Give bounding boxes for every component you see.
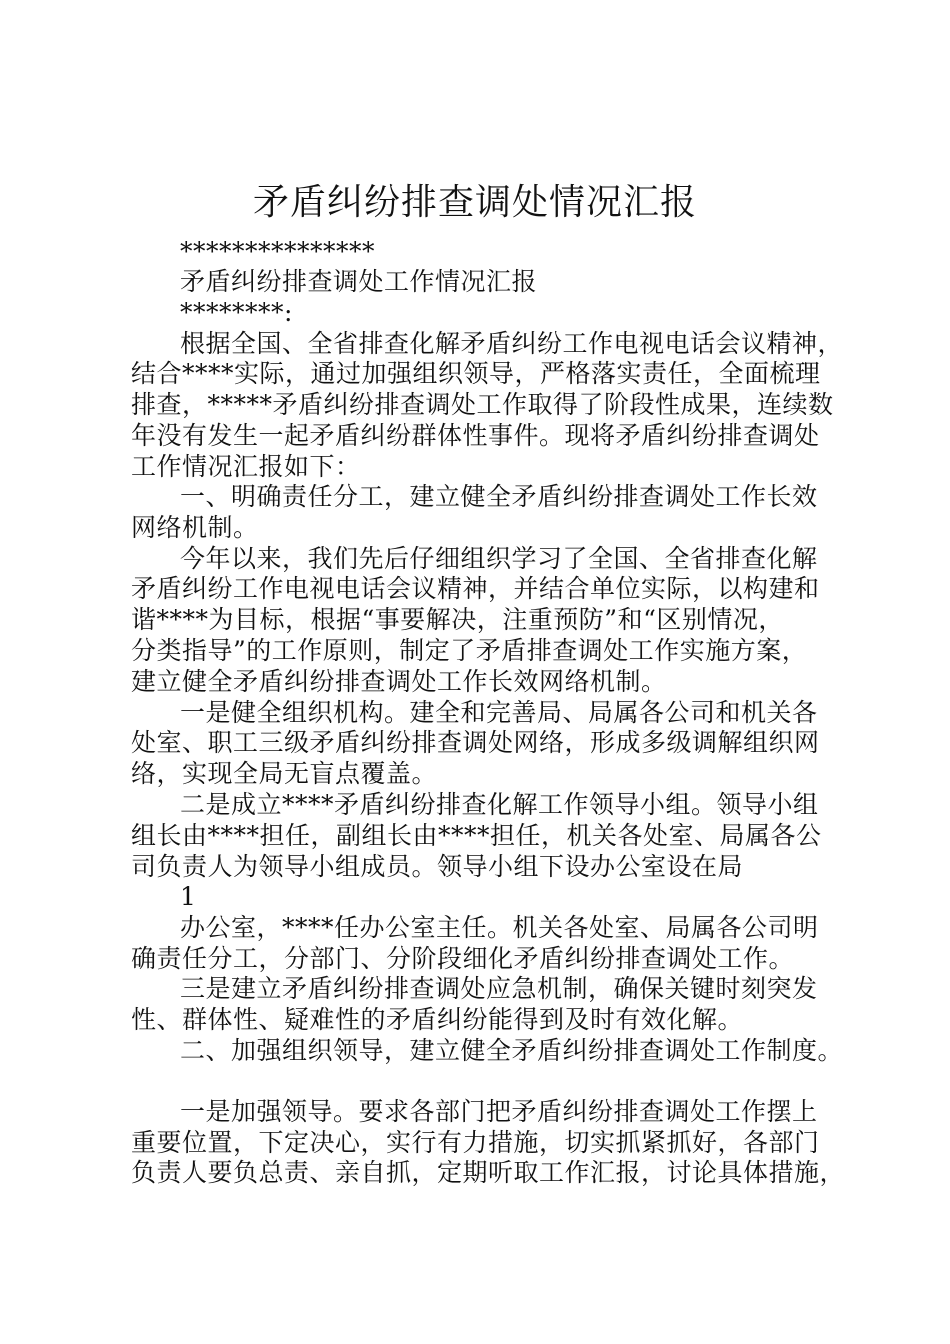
section-heading: 一、明确责任分工，建立健全矛盾纠纷排查调处工作长效 bbox=[180, 482, 818, 511]
text-line: 一是加强领导。要求各部门把矛盾纠纷排查调处工作摆上 bbox=[180, 1097, 818, 1126]
section-heading: 二、加强组织领导，建立健全矛盾纠纷排查调处工作制度。 bbox=[180, 1036, 844, 1065]
text-line: 年没有发生一起矛盾纠纷群体性事件。现将矛盾纠纷排查调处 bbox=[131, 421, 820, 450]
text-line: 今年以来，我们先后仔细组织学习了全国、全省排查化解 bbox=[180, 544, 818, 573]
text-line: 建立健全矛盾纠纷排查调处工作长效网络机制。 bbox=[131, 667, 667, 696]
text-line: 网络机制。 bbox=[131, 513, 259, 542]
text-line: 排查，*****矛盾纠纷排查调处工作取得了阶段性成果，连续数 bbox=[131, 390, 834, 419]
text-line: 处室、职工三级矛盾纠纷排查调处网络，形成多级调解组织网 bbox=[131, 728, 820, 757]
text-line: 工作情况汇报如下： bbox=[131, 452, 361, 481]
text-line: 负责人要负总责、亲自抓，定期听取工作汇报，讨论具体措施， bbox=[131, 1158, 846, 1187]
text-line: *************** bbox=[180, 237, 375, 266]
text-line: 分类指导”的工作原则，制定了矛盾排查调处工作实施方案， bbox=[131, 636, 808, 665]
text-line: 办公室，****任办公室主任。机关各处室、局属各公司明 bbox=[180, 913, 819, 942]
page-title: 矛盾纠纷排查调处情况汇报 bbox=[252, 182, 697, 223]
text-line: 二是成立****矛盾纠纷排查化解工作领导小组。领导小组 bbox=[180, 790, 819, 819]
page-number: 1 bbox=[180, 882, 197, 911]
text-line: 矛盾纠纷工作电视电话会议精神，并结合单位实际，以构建和 bbox=[131, 574, 820, 603]
text-line: 谐****为目标，根据“事要解决，注重预防”和“区别情况， bbox=[131, 605, 784, 634]
text-line: 三是建立矛盾纠纷排查调处应急机制，确保关键时刻突发 bbox=[180, 974, 818, 1003]
text-line: ********: bbox=[180, 298, 293, 327]
text-line: 司负责人为领导小组成员。领导小组下设办公室设在局 bbox=[131, 852, 744, 881]
text-line: 组长由****担任，副组长由****担任，机关各处室、局属各公 bbox=[131, 821, 822, 850]
text-line: 确责任分工，分部门、分阶段细化矛盾纠纷排查调处工作。 bbox=[131, 944, 795, 973]
text-line: 一是健全组织机构。建全和完善局、局属各公司和机关各 bbox=[180, 698, 818, 727]
text-line: 络，实现全局无盲点覆盖。 bbox=[131, 759, 438, 788]
text-line: 结合****实际，通过加强组织领导，严格落实责任，全面梳理 bbox=[131, 359, 821, 388]
text-line: 重要位置，下定决心，实行有力措施，切实抓紧抓好，各部门 bbox=[131, 1128, 820, 1157]
text-line: 根据全国、全省排查化解矛盾纠纷工作电视电话会议精神， bbox=[180, 329, 844, 358]
text-line: 性、群体性、疑难性的矛盾纠纷能得到及时有效化解。 bbox=[131, 1005, 744, 1034]
text-line: 矛盾纠纷排查调处工作情况汇报 bbox=[180, 267, 538, 296]
